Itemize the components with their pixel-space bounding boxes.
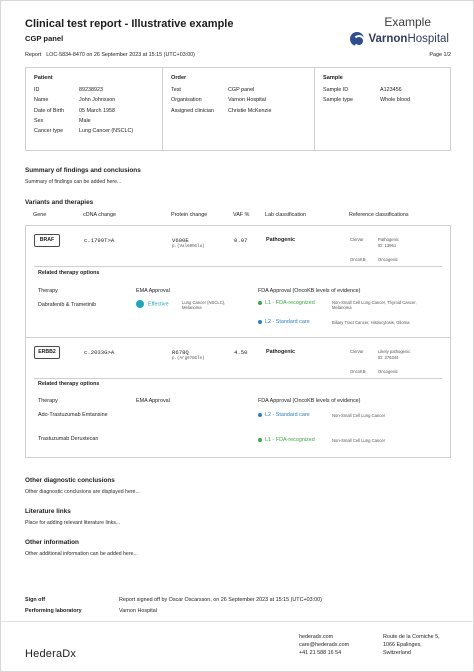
erbb2-divider [34,378,442,379]
braf-fda-l1-detail: Non-Small Cell Lung Cancer, Thyroid Cancer, Melanoma [332,300,417,311]
order-section [163,68,315,150]
col-ref: Reference classifications [349,212,409,218]
col-gene: Gene [33,212,47,218]
fda-l1-dot-icon [258,438,262,442]
erbb2-therapy-header: Therapy [38,398,58,404]
braf-therapy-name: Dabrafenib & Trametinib [38,302,97,308]
braf-fda-l1-label: L1 - FDA-recognized [265,300,315,306]
page-footer [1,621,474,672]
signoff-label: Sign off [25,597,46,603]
ema-effective-icon [136,300,144,308]
summary-text: Summary of findings can be added here... [25,179,122,185]
braf-cdna: c.1799T>A [84,237,115,244]
braf-clinvar-label: ClinVar [350,237,364,242]
sample-heading: Sample [323,75,343,81]
braf-therapy-header: Therapy [38,288,58,294]
braf-ema-status [136,300,169,308]
erbb2-clinvar-value: Likely pathogenic [378,349,411,354]
erbb2-therapy-2-name: Trastuzumab Deruxtecan [38,436,99,442]
logo-example-text: Example [384,15,431,29]
report-subtitle: CGP panel [25,34,64,43]
logo-hospital-text: Hospital [407,32,449,45]
footer-web-link[interactable]: hederadx.com [299,634,334,640]
braf-ema-label: Effective [148,301,169,308]
erbb2-protein: R678Q [172,349,189,356]
braf-protein-sub: p.(Val600Glu) [172,245,205,249]
patient-dob-label: Date of Birth [34,107,64,114]
braf-fda-l1 [258,300,315,307]
erbb2-therapy-1-fda-label: L2 - Standard care [265,412,310,418]
report-label: Report [25,52,42,58]
braf-fda-l2-detail: Biliary Tract Cancer, Histiocytosis, Glioma [332,320,410,325]
braf-ema-header: EMA Approval [136,288,170,294]
erbb2-therapy-2-fda [258,437,315,444]
page-number: Page 1/2 [429,52,451,58]
gene-badge-erbb2: ERBB2 [34,346,60,359]
patient-heading: Patient [34,75,53,81]
hederadx-logo: HederaDx [25,648,77,660]
patient-dob-value: 05 March 1958 [79,107,115,114]
order-org-value: Varnon Hospital [228,97,266,104]
sample-type-value: Whole blood [380,97,410,104]
braf-divider [34,266,442,267]
erbb2-clinvar-label: ClinVar [350,349,364,354]
patient-order-sample-box [25,67,451,151]
footer-address-line3: Switzerland [383,649,411,656]
braf-protein: V600E [172,237,189,244]
patient-sex-label: Sex [34,117,44,124]
erbb2-clinvar-id: ID: 376344 [378,355,399,360]
other-info-text: Other additional information can be added here... [25,551,138,557]
erbb2-fda-header: FDA Approval (OncoKB levels of evidence) [258,398,361,404]
footer-address [383,634,440,657]
col-lab: Lab classification [265,212,307,218]
fda-l2-dot-icon [258,413,262,417]
footer-email-link[interactable]: care@hederadx.com [299,641,350,648]
footer-address-line2: 1066 Epalinges, [383,641,422,648]
erbb2-therapy-2-fda-detail: Non-Small Cell Lung Cancer [332,438,386,443]
variant-row-erbb2 [25,338,451,458]
erbb2-oncokb-label: OncoKB [350,369,366,374]
erbb2-therapy-title: Related therapy options [38,381,100,387]
sample-id-value: A123456 [380,87,402,94]
patient-id-label: ID [34,87,40,94]
order-test-value: CGP panel [228,87,255,94]
order-test-label: Test [171,87,181,94]
erbb2-protein-sub: p.(Arg678Gln) [172,357,205,361]
patient-cancer-value: Lung Cancer (NSCLC) [79,128,134,135]
patient-section [26,68,163,150]
erbb2-oncokb-value: Oncogenic [378,369,399,374]
col-vaf: VAF % [233,212,250,218]
fda-l2-dot-icon [258,320,262,324]
erbb2-therapy-2-fda-label: L1 - FDA-recognized [265,437,315,443]
braf-fda-header: FDA Approval (OncoKB levels of evidence) [258,288,361,294]
signoff-text: Report signed off by Oscar Oscarsson, on 26 September 2023 at 15:15 (UTC+03:00) [119,597,322,603]
varnon-logo-icon [350,32,364,46]
patient-name-value: John Johnsson [79,97,116,104]
other-dx-text: Other diagnostic conclusions are displayed here... [25,489,140,495]
summary-title: Summary of findings and conclusions [25,167,141,174]
order-org-label: Organisation [171,97,202,104]
braf-clinvar-value: Pathogenic [378,237,399,242]
gene-badge-braf: BRAF [34,234,60,247]
braf-therapy-title: Related therapy options [38,270,100,276]
fda-l1-dot-icon [258,301,262,305]
erbb2-vaf: 4.50 [234,349,248,356]
col-protein: Protein change [171,212,208,218]
hospital-logo [350,15,449,47]
braf-oncokb-value: Oncogenic [378,257,399,262]
order-clinician-value: Christie McKenzie [228,107,272,114]
braf-fda-l2 [258,319,310,326]
sample-type-label: Sample type [323,97,353,104]
order-clinician-label: Assigned clinician [171,107,214,114]
report-info-line [25,52,451,59]
footer-contact [299,634,349,657]
performing-lab-label: Performing laboratory [25,608,82,614]
variant-row-braf [25,225,451,338]
logo-brand-text: Varnon [368,32,408,45]
erbb2-therapy-1-fda [258,412,310,419]
patient-cancer-label: Cancer type [34,128,64,135]
footer-phone: +41 21 588 16 54 [299,649,342,656]
braf-lab-class: Pathogenic [266,237,296,243]
patient-sex-value: Male [79,117,91,124]
braf-oncokb-label: OncoKB [350,257,366,262]
sample-section [315,68,450,150]
erbb2-ema-header: EMA Approval [136,398,170,404]
col-cdna: cDNA change [83,212,116,218]
other-dx-title: Other diagnostic conclusions [25,477,115,484]
variants-title: Variants and therapies [25,199,94,206]
patient-id-value: 89238923 [79,87,103,94]
literature-text: Place for adding relevant literature links... [25,520,121,526]
order-heading: Order [171,75,187,81]
other-info-title: Other information [25,539,79,546]
braf-fda-l2-label: L2 - Standard care [265,319,310,325]
erbb2-therapy-1-fda-detail: Non-Small Cell Lung Cancer [332,413,386,418]
erbb2-cdna: c.2033G>A [84,349,115,356]
braf-vaf: 0.97 [234,237,248,244]
sample-id-label: Sample ID [323,87,349,94]
erbb2-lab-class: Pathogenic [266,349,296,355]
braf-ema-detail: Lung Cancer (NSCLC), Melanoma [182,300,226,311]
literature-title: Literature links [25,508,71,515]
performing-lab-value: Varnon Hospital [119,608,157,614]
report-id-text: LOC-5834-8470 on 26 September 2023 at 15:15 (UTC+03:00) [46,52,195,58]
report-title: Clinical test report - Illustrative example [25,18,234,30]
braf-clinvar-id: ID: 13961 [378,243,397,248]
footer-address-line1: Route de la Corniche 5, [383,634,440,640]
erbb2-therapy-1-name: Ado-Trastuzumab Emtansine [38,412,108,418]
patient-name-label: Name [34,97,49,104]
